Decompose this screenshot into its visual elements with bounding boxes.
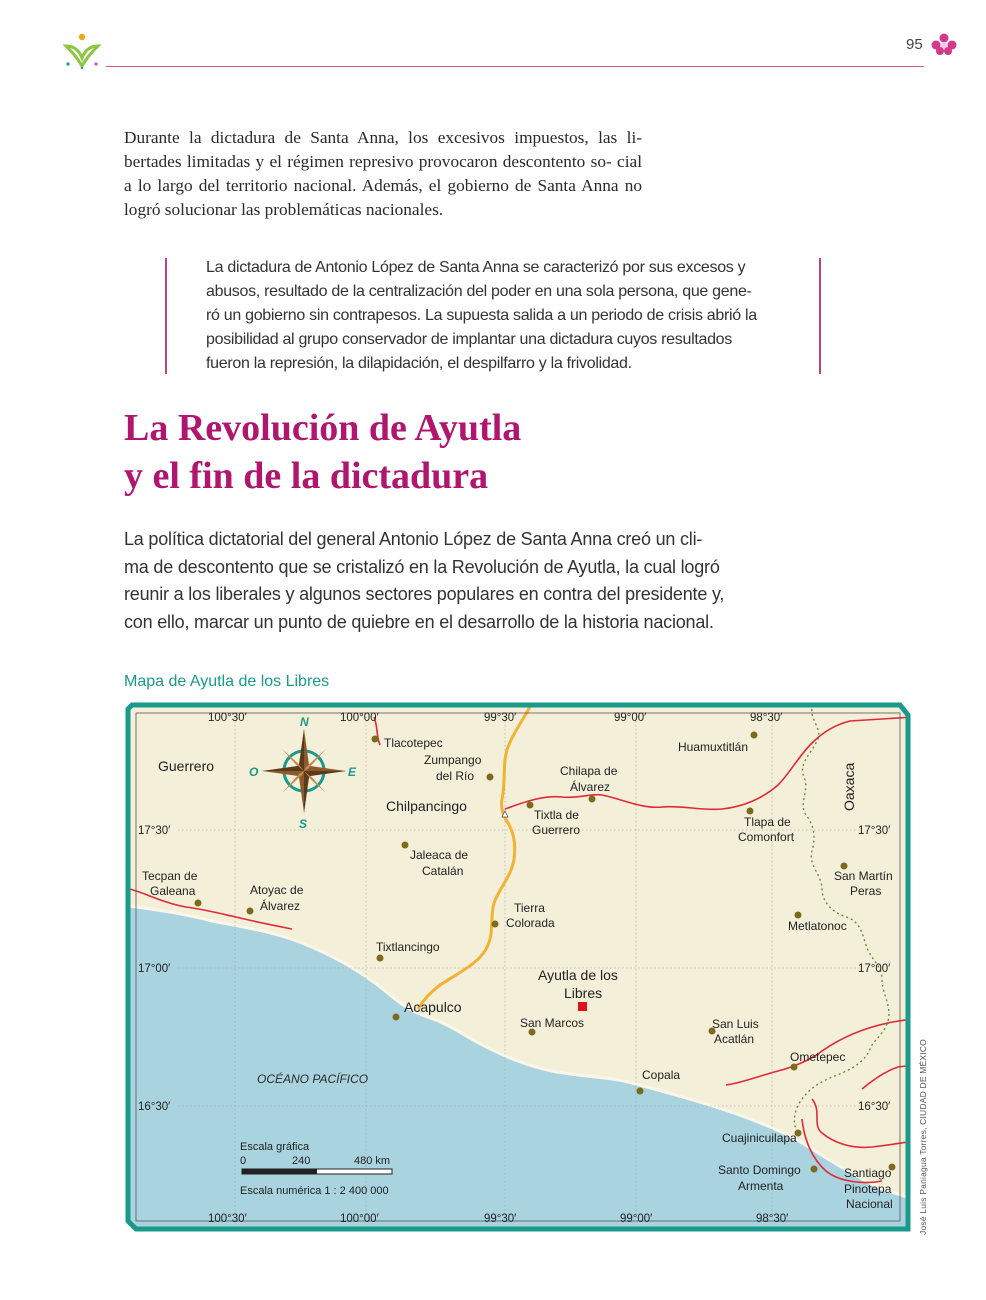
compass-n: N [300,715,309,729]
place-tixtla: Guerrero [532,823,581,837]
section-heading [124,404,824,500]
body-line: La política dictatorial del general Antonio López de Santa Anna creó un cli- [124,529,703,549]
page-number: 95 [906,36,923,53]
quote-line: posibilidad al grupo conservador de implantar una dictadura cuyos resultados [206,331,732,348]
bottom-longitude-label: 100°00′ [340,1213,379,1225]
header-rule [106,66,924,67]
quote-block [206,256,780,376]
left-latitude-label: 17°00′ [138,963,171,975]
bottom-longitude-label: 100°30′ [208,1213,247,1225]
place-tlapa: Comonfort [738,830,795,844]
place-tierra-colorada: Colorada [506,916,555,930]
place-acapulco: Acapulco [404,999,462,1015]
scale-tick-240: 240 [292,1155,311,1167]
place-tixtla: Tixtla de [534,808,579,822]
bottom-longitude-label: 99°30′ [484,1213,517,1225]
scale-tick-480: 480 km [354,1155,391,1167]
intro-line: Durante la dictadura de Santa Anna, los excesivos impuestos, las li- [124,128,642,147]
place-santo-domingo: Santo Domingo [718,1163,801,1177]
top-longitude-label: 99°00′ [614,712,647,724]
bottom-longitude-label: 99°00′ [620,1213,653,1225]
place-tecpan: Tecpan de [142,869,198,883]
place-copala: Copala [642,1068,681,1082]
place-santo-domingo: Armenta [738,1179,784,1193]
place-ometepec: Ometepec [790,1050,846,1064]
compass-o: O [249,765,259,779]
quote-line: La dictadura de Antonio López de Santa Anna se caracterizó por sus excesos y [206,259,746,276]
place-chilapa: Chilapa de [560,764,618,778]
compass-s: S [299,817,308,831]
heading-line-2: y el fin de la dictadura [124,455,489,497]
place-cuajinicuilapa: Cuajinicuilapa [722,1131,797,1145]
place-chilpancingo: Chilpancingo [386,798,467,814]
place-santiago: Santiago [844,1166,892,1180]
top-longitude-label: 99°30′ [484,712,517,724]
place-chilapa: Álvarez [570,780,611,794]
region-oaxaca: Oaxaca [841,762,857,811]
intro-paragraph [124,126,642,222]
place-san-luis: San Luis [712,1017,759,1031]
flower-ornament-icon [930,32,958,56]
place-zumpango: Zumpango [424,753,482,767]
right-latitude-label: 16°30′ [858,1101,891,1113]
program-logo-icon [62,30,102,70]
bottom-longitude-label: 98°30′ [756,1213,789,1225]
place-tecpan: Galeana [150,884,196,898]
ayutla-marker [578,1002,587,1011]
place-tierra-colorada: Tierra [514,901,545,915]
body-line: ma de descontento que se cristalizó en la Revolución de Ayutla, la cual logró [124,556,720,577]
quote-line: ró un gobierno sin contrapesos. La supuesta salida a un periodo de crisis abrió la [206,307,757,324]
quote-bar-left [165,258,167,374]
top-longitude-label: 100°30′ [208,712,247,724]
intro-line: bertades limitadas y el régimen represivo provocaron descontento so- [124,152,612,171]
place-atoyac: Álvarez [260,899,301,913]
place-huamuxtitlan: Huamuxtitlán [678,740,749,754]
top-longitude-label: 100°00′ [340,712,379,724]
place-jaleaca: Jaleaca de [410,848,469,862]
quote-line: abusos, resultado de la centralización del poder en una sola persona, que gene- [206,283,752,300]
place-san-marcos: San Marcos [520,1016,585,1030]
scale-tick-0: 0 [240,1155,247,1167]
top-longitude-label: 98°30′ [750,712,783,724]
left-latitude-label: 16°30′ [138,1101,171,1113]
place-san-martin: Peras [850,884,882,898]
place-ayutla: Libres [564,985,603,1001]
map-figure [122,699,914,1239]
region-ocean: OCÉANO PACÍFICO [257,1072,369,1086]
left-latitude-label: 17°30′ [138,825,171,837]
place-tlacotepec: Tlacotepec [384,736,443,750]
map-caption: Mapa de Ayutla de los Libres [124,673,330,690]
region-guerrero: Guerrero [158,758,215,774]
body-paragraph [124,526,744,636]
place-san-luis: Acatlán [714,1032,755,1046]
place-ayutla: Ayutla de los [538,967,618,983]
right-latitude-label: 17°30′ [858,825,891,837]
place-tixtlancingo: Tixtlancingo [376,940,440,954]
place-santiago: Nacional [846,1197,893,1211]
scale-graphic-label: Escala gráfica [240,1141,310,1153]
scale-numeric-label: Escala numérica 1 : 2 400 000 [240,1185,389,1197]
map-svg [122,699,914,1239]
intro-line: cial a lo largo del territorio nacional. Además, el gobierno de Santa [124,152,642,195]
map-credit: José Luis Paniagua Torres, CIUDAD DE MÉXICO [918,1039,928,1235]
compass-e: E [348,765,357,779]
quote-bar-right [819,258,821,374]
right-latitude-label: 17°00′ [858,963,891,975]
place-tlapa: Tlapa de [744,815,791,829]
place-atoyac: Atoyac de [250,883,304,897]
quote-line: fueron la represión, la dilapidación, el despilfarro y la frivolidad. [206,355,632,372]
heading-line-1: La Revolución de Ayutla [124,407,522,449]
place-metlatonoc: Metlatonoc [788,919,847,933]
place-zumpango: del Río [436,769,475,783]
place-santiago: Pinotepa [844,1182,892,1196]
place-san-martin: San Martín [834,869,893,883]
place-jaleaca: Catalán [422,864,464,878]
body-line: reunir a los liberales y algunos sectores populares en contra del presidente y, [124,584,725,604]
body-line: con ello, marcar un punto de quiebre en el desarrollo de la historia nacional. [124,611,714,632]
intro-line: Anna no logró solucionar las problemáticas nacionales. [124,176,642,219]
